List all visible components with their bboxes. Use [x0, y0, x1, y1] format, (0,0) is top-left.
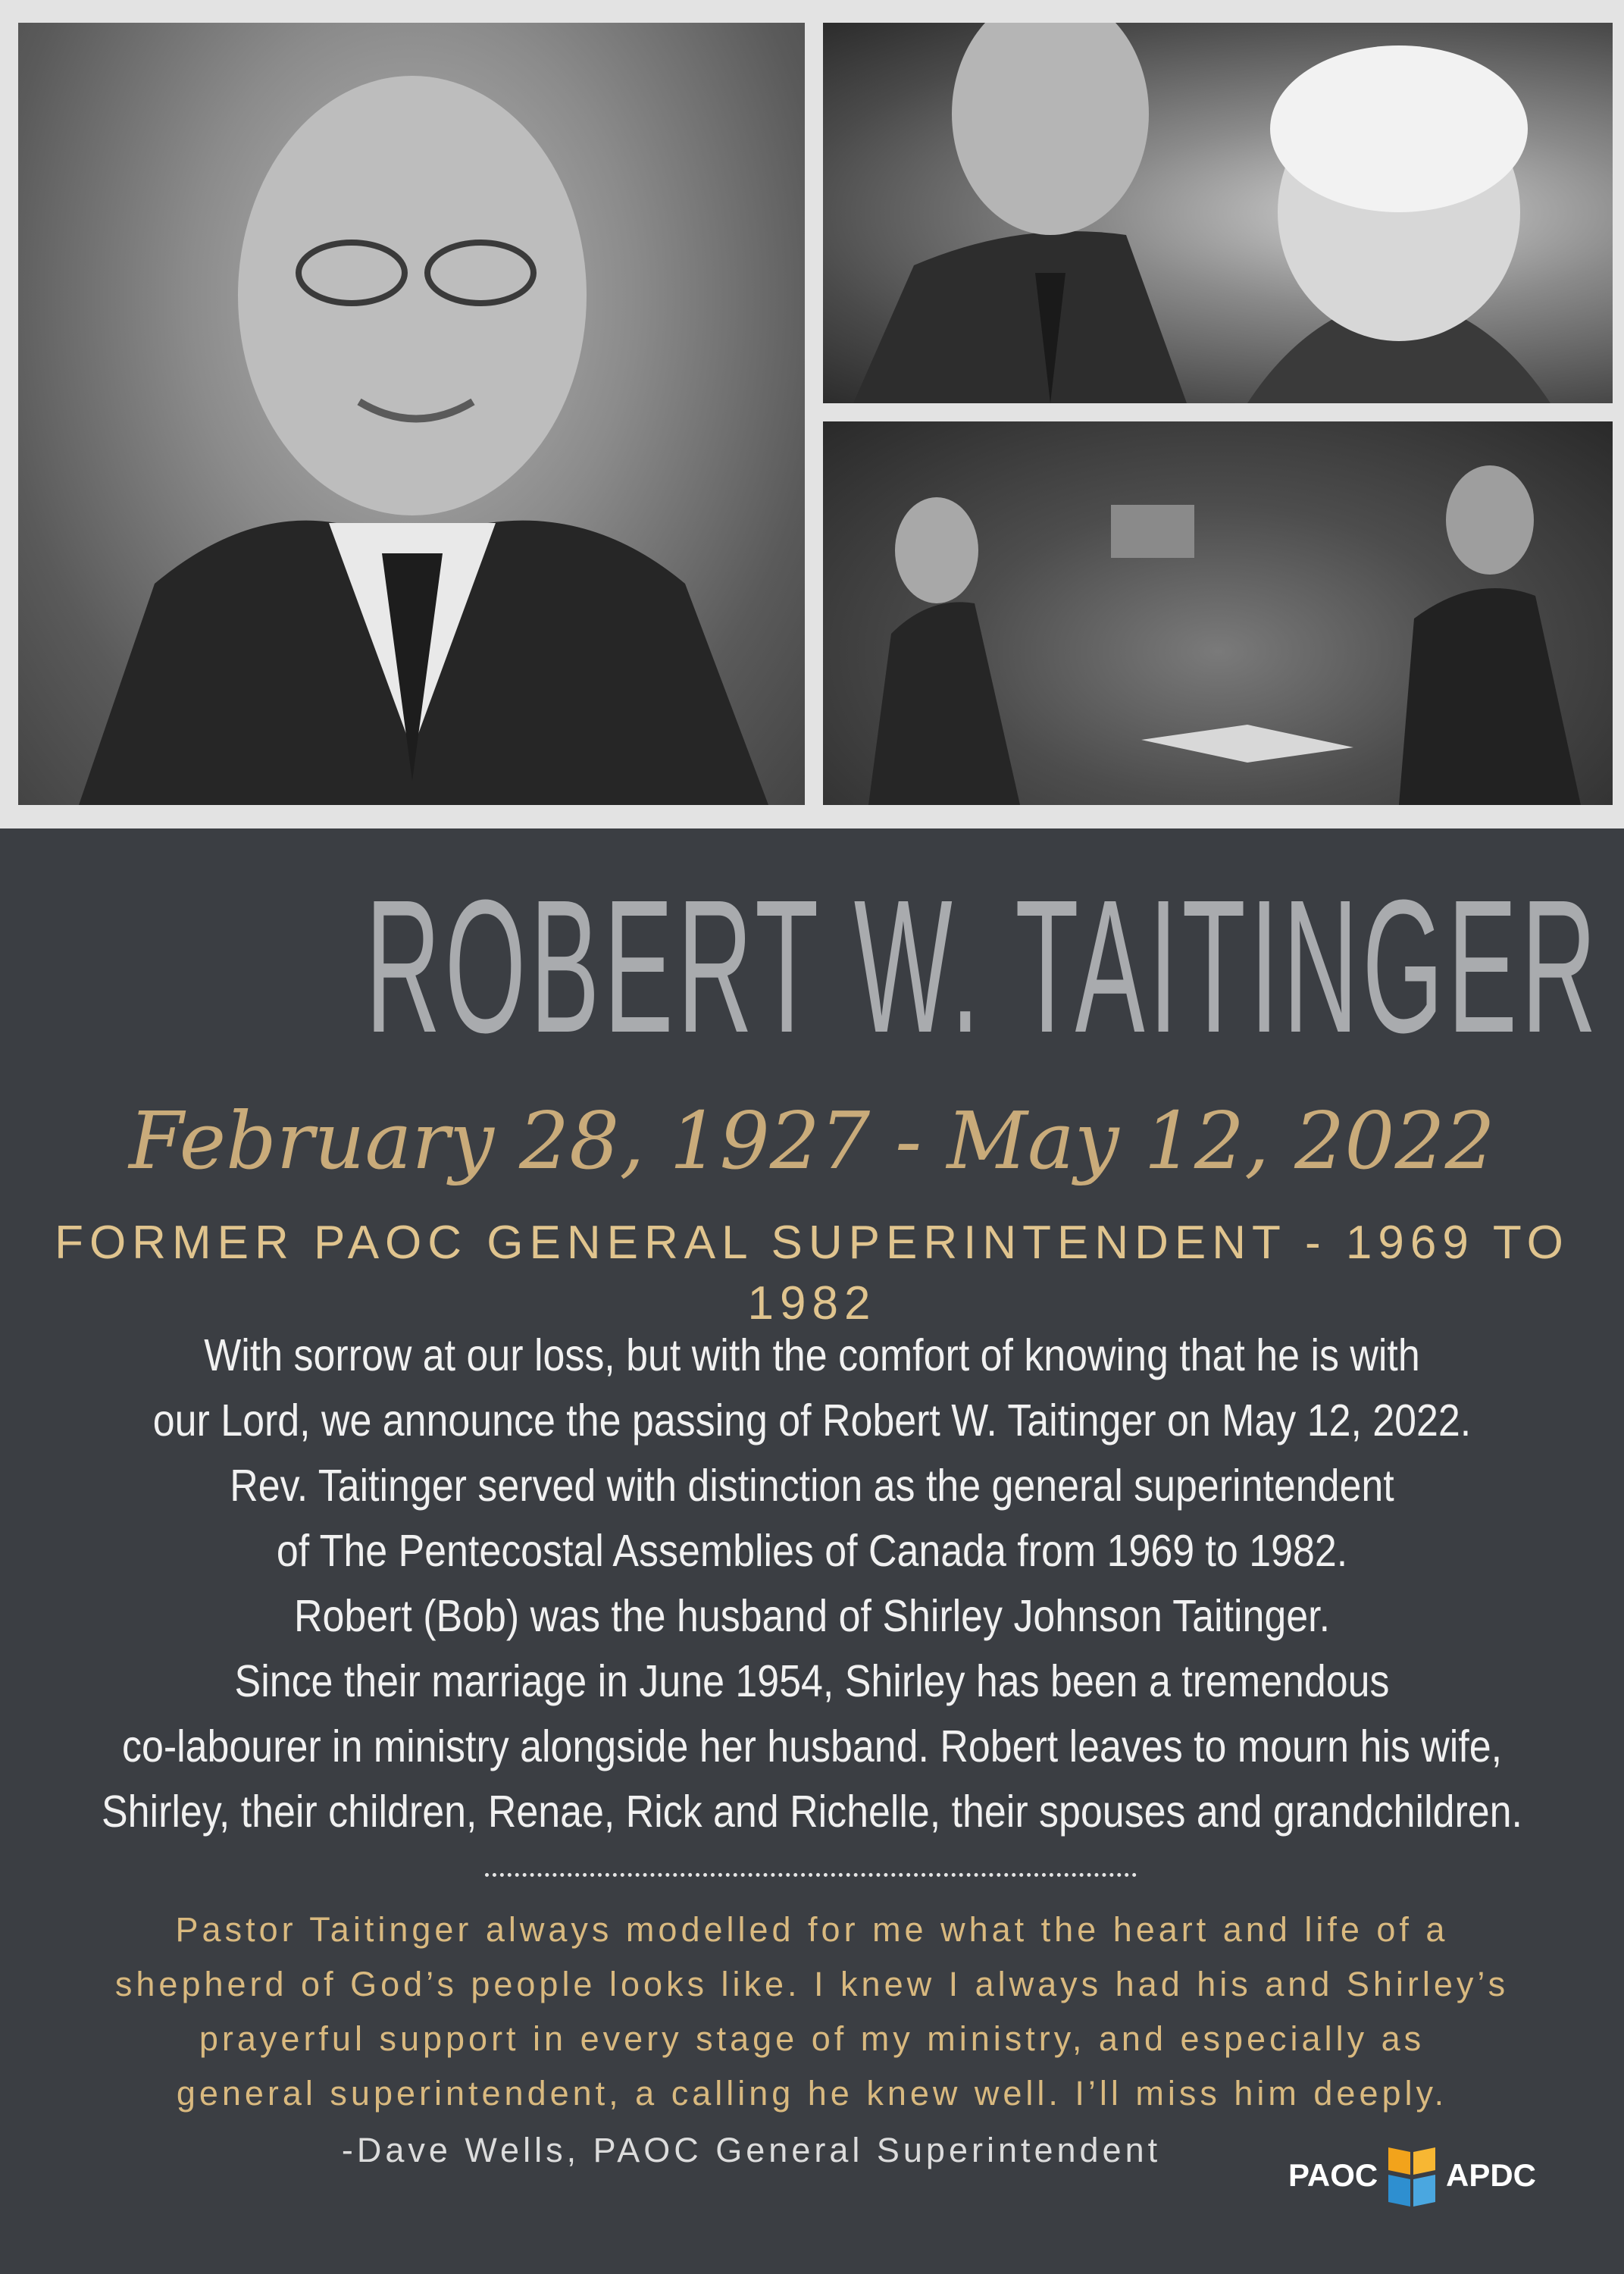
- quote-line: general superintendent, a calling he knew well. I’ll miss him deeply.: [176, 2074, 1448, 2113]
- logo-text-paoc: PAOC: [1288, 2157, 1378, 2193]
- obituary-line: of The Pentecostal Assemblies of Canada from 1969 to 1982.: [276, 1526, 1348, 1576]
- obituary-line: Robert (Bob) was the husband of Shirley Johnson Taitinger.: [293, 1591, 1331, 1641]
- life-dates: February 28, 1927 - May 12, 2022: [129, 1095, 1495, 1187]
- dotted-divider: [485, 1873, 1137, 1877]
- portrait-photo: [18, 23, 805, 805]
- paoc-logo: [1288, 2141, 1546, 2210]
- memorial-subtitle: FORMER PAOC GENERAL SUPERINTENDENT - 1969 TO 1982: [55, 1217, 1569, 1330]
- quote-line: Pastor Taitinger always modelled for me what the heart and life of a: [175, 1910, 1449, 1949]
- photo-collage: [0, 0, 1624, 828]
- quote-line: shepherd of God’s people looks like. I knew I always had his and Shirley’s: [114, 1965, 1510, 2003]
- obituary-line: Since their marriage in June 1954, Shirley has been a tremendous: [234, 1656, 1390, 1706]
- portrait-figure: [18, 23, 805, 805]
- paoc-cross-book-icon: [1385, 2141, 1438, 2210]
- memorial-name: ROBERT W. TAITINGER: [365, 860, 1601, 1072]
- quote-line: prayerful support in every stage of my ministry, and especially as: [199, 2019, 1425, 2058]
- obituary-text: [0, 1323, 1624, 1844]
- tribute-quote: [0, 1903, 1624, 2121]
- couple-photo: [823, 23, 1613, 403]
- stage-photo: [823, 421, 1613, 805]
- obituary-line: our Lord, we announce the passing of Robert W. Taitinger on May 12, 2022.: [152, 1395, 1472, 1446]
- couple-figures: [823, 23, 1613, 403]
- logo-text-apdc: APDC: [1446, 2157, 1537, 2193]
- obituary-line: Shirley, their children, Renae, Rick and Richelle, their spouses and grandchildren.: [102, 1787, 1522, 1837]
- obituary-line: co-labourer in ministry alongside her husband. Robert leaves to mourn his wife,: [121, 1721, 1502, 1771]
- obituary-line: With sorrow at our loss, but with the comfort of knowing that he is with: [204, 1330, 1420, 1380]
- stage-figures: [823, 421, 1613, 805]
- attribution-text: -Dave Wells, PAOC General Superintendent: [341, 2131, 1162, 2169]
- obituary-line: Rev. Taitinger served with distinction as the general superintendent: [230, 1461, 1394, 1511]
